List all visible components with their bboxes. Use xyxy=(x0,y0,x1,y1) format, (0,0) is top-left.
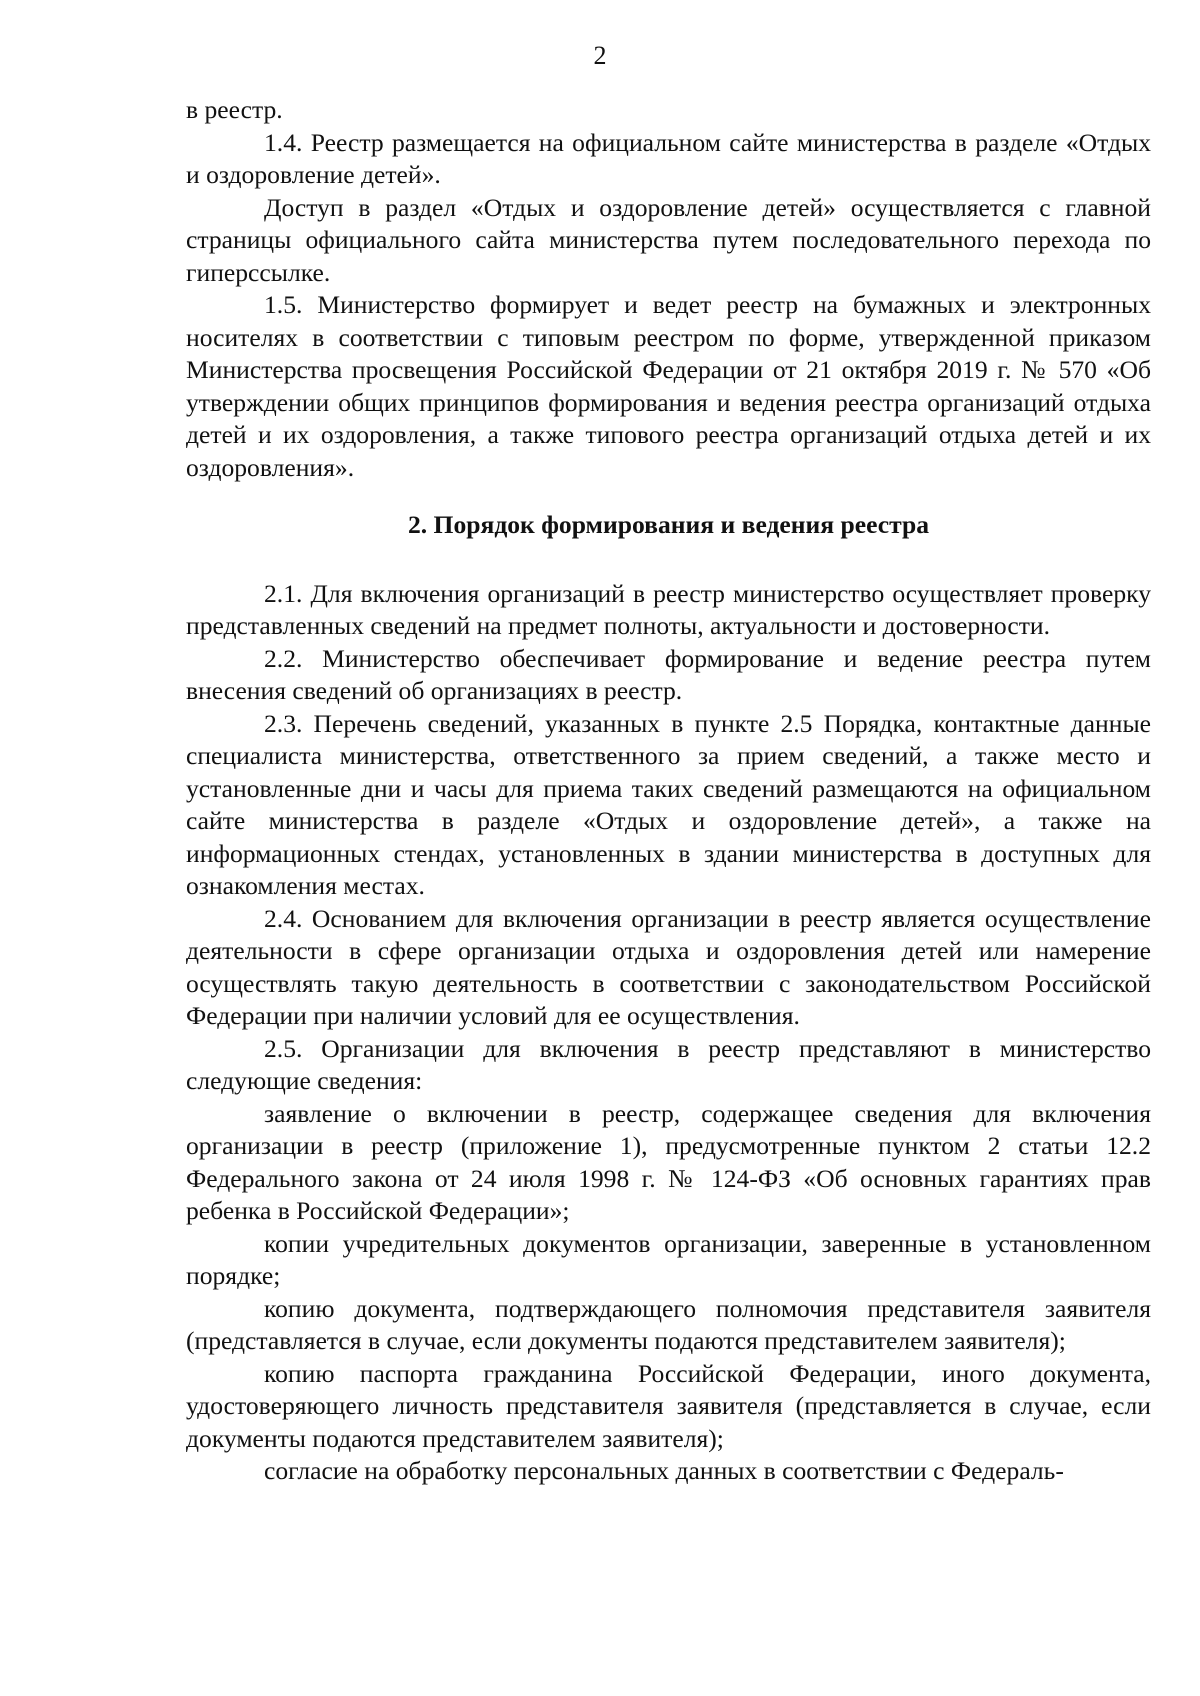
paragraph: 2.5. Организации для включения в реестр представляют в министерство следующие сведения: xyxy=(186,1033,1151,1095)
paragraph: 2.3. Перечень сведений, указанных в пункте 2.5 Порядка, контактные данные специалиста министерства, ответственного за прием сведений, а также место и установленные дни и часы для приема таких сведений размещаются на официальном сайте министерства в разделе «Отдых и оздоровление детей», а также на информационных стендах, установленных в здании министерства в доступных для ознакомления местах. xyxy=(186,708,1151,900)
paragraph: копию документа, подтверждающего полномочия представителя заявителя (представляется в случае, если документы подаются представителем заявителя); xyxy=(186,1293,1151,1355)
paragraph: копию паспорта гражданина Российской Федерации, иного документа, удостоверяющего личность представителя заявителя (представляется в случае, если документы подаются представителем заявителя); xyxy=(186,1358,1151,1453)
paragraph-group-bottom xyxy=(186,578,1151,1488)
paragraph: 2.2. Министерство обеспечивает формирование и ведение реестра путем внесения сведений об организациях в реестр. xyxy=(186,643,1151,705)
paragraph: копии учредительных документов организации, заверенные в установленном порядке; xyxy=(186,1228,1151,1290)
section-heading: 2. Порядок формирования и ведения реестра xyxy=(407,510,930,539)
paragraph: 1.5. Министерство формирует и ведет реестр на бумажных и электронных носителях в соответствии с типовым реестром по форме, утвержденной приказом Министерства просвещения Российской Федерации от 21 октября 2019 г. № 570 «Об утверждении общих принципов формирования и ведения реестра организаций отдыха детей и их оздоровления, а также типового реестра организаций отдыха детей и их оздоровления». xyxy=(186,290,1151,482)
page-number: 2 xyxy=(593,41,607,70)
paragraph: Доступ в раздел «Отдых и оздоровление детей» осуществляется с главной страницы официального сайта министерства путем последовательного перехода по гиперссылке. xyxy=(186,192,1151,287)
paragraph: в реестр. xyxy=(186,95,283,124)
paragraph: 1.4. Реестр размещается на официальном сайте министерства в разделе «Отдых и оздоровление детей». xyxy=(186,127,1151,189)
paragraph: 2.1. Для включения организаций в реестр министерство осуществляет проверку представленных сведений на предмет полноты, актуальности и достоверности. xyxy=(186,578,1151,640)
paragraph: заявление о включении в реестр, содержащее сведения для включения организации в реестр (приложение 1), предусмотренные пунктом 2 статьи 12.2 Федерального закона от 24 июля 1998 г. № 124-ФЗ «Об основных гарантиях прав ребенка в Российской Федерации»; xyxy=(186,1098,1151,1225)
paragraph: согласие на обработку персональных данных в соответствии с Федераль- xyxy=(264,1456,1064,1485)
paragraph: 2.4. Основанием для включения организации в реестр является осуществление деятельности в сфере организации отдыха и оздоровления детей или намерение осуществлять такую деятельность в соответствии с законодательством Российской Федерации при наличии условий для ее осуществления. xyxy=(186,903,1151,1030)
paragraph-group-top xyxy=(186,94,1151,484)
document-body xyxy=(186,94,1151,1488)
